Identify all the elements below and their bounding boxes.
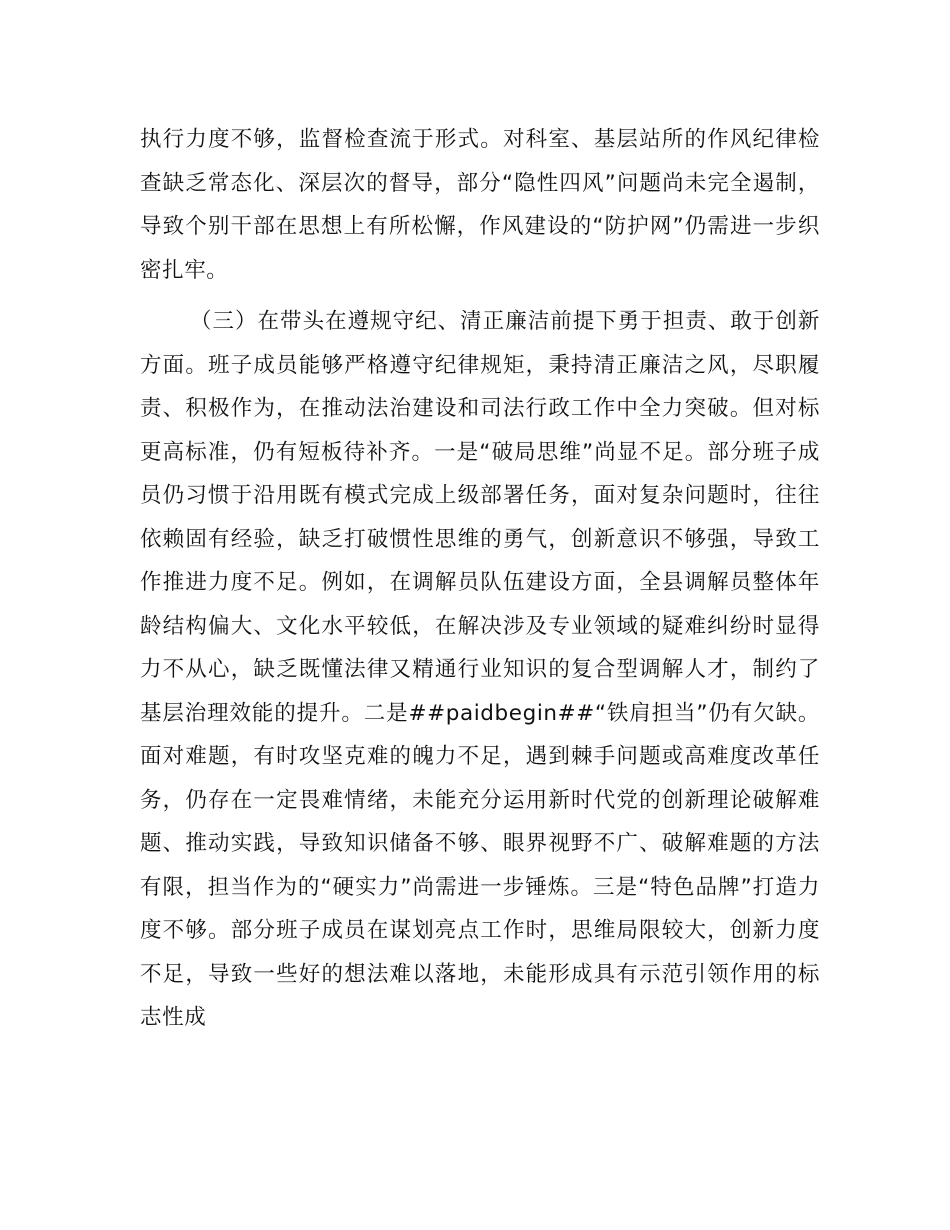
paragraph-section-three: （三）在带头在遵规守纪、清正廉洁前提下勇于担责、敢于创新方面。班子成员能够严格遵守纪律规矩，秉持清正廉洁之风，尽职履责、积极作为，在推动法治建设和司法行政工作中全力突破。但对标更高标准，仍有短板待补齐。一是“破局思维”尚显不足。部分班子成员仍习惯于沿用既有模式完成上级部署任务，面对复杂问题时，往往依赖固有经验，缺乏打破惯性思维的勇气，创新意识不够强，导致工作推进力度不足。例如，在调解员队伍建设方面，全县调解员整体年龄结构偏大、文化水平较低，在解决涉及专业领域的疑难纠纷时显得力不从心，缺乏既懂法律又精通行业知识的复合型调解人才，制约了基层治理效能的提升。二是##paidbegin##“铁肩担当”仍有欠缺。面对难题，有时攻坚克难的魄力不足，遇到棘手问题或高难度改革任务，仍存在一定畏难情绪，未能充分运用新时代党的创新理论破解难题、推动实践，导致知识储备不够、眼界视野不广、破解难题的方法有限，担当作为的“硬实力”尚需进一步锤炼。三是“特色品牌”打造力度不够。部分班子成员在谋划亮点工作时，思维局限较大，创新力度不足，导致一些好的想法难以落地，未能形成具有示范引领作用的标志性成 xyxy=(140,309,820,1030)
paragraph-supervision: 执行力度不够，监督检查流于形式。对科室、基层站所的作风纪律检查缺乏常态化、深层次的督导，部分“隐性四风”问题尚未完全遏制，导致个别干部在思想上有所松懈，作风建设的“防护网”仍需进一步织密扎牢。 xyxy=(140,127,820,283)
